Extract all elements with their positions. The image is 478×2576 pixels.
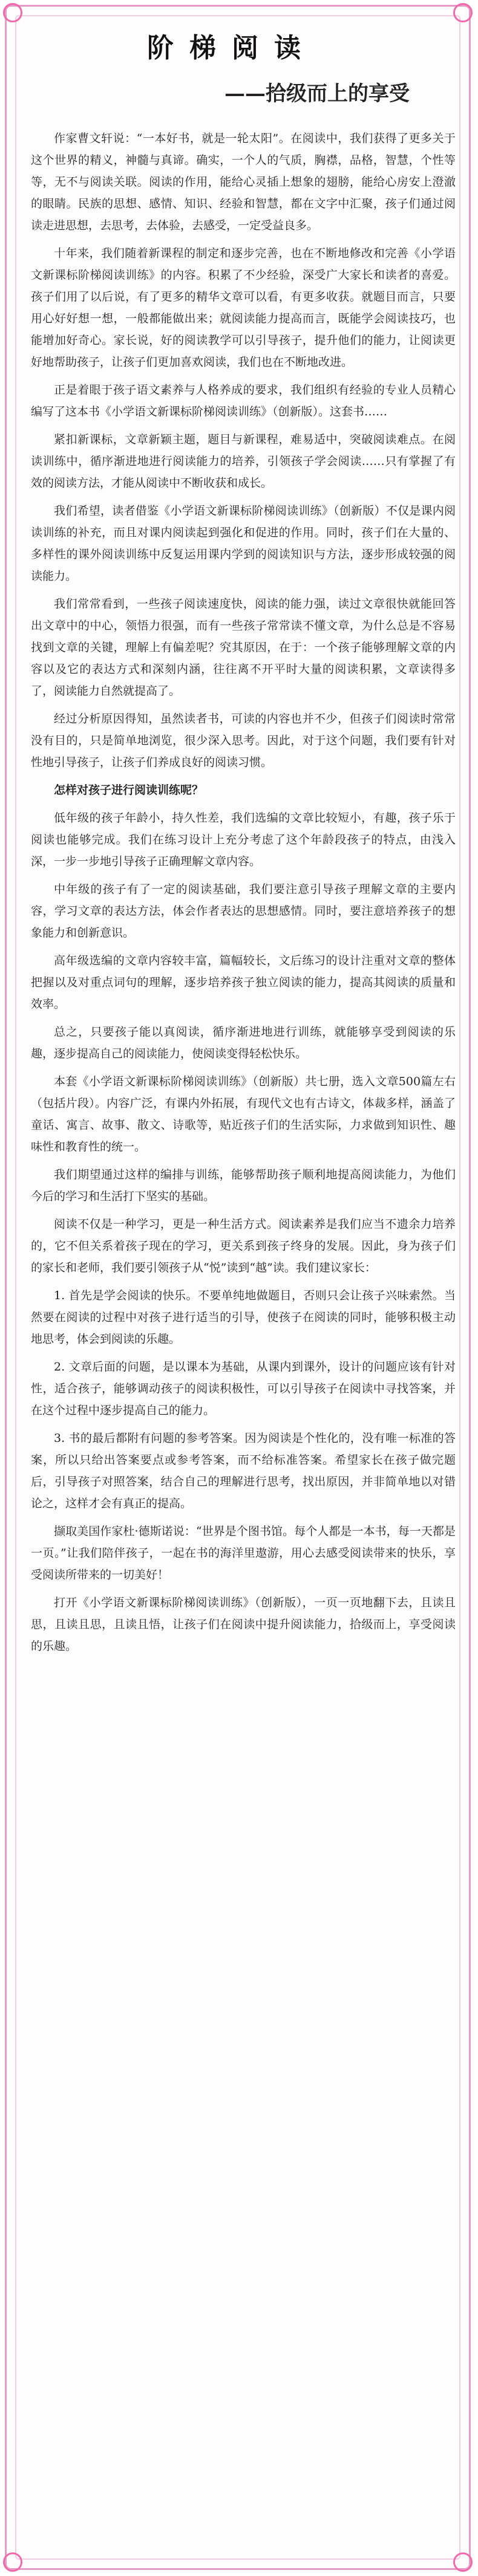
paragraph: 我们希望，读者借鉴《小学语文新课标阶梯阅读训练》（创新版）不仅是课内阅读训练的补充，而且对课内阅读起到强化和促进的作用。同时，孩子们在大量的、多样性的课外阅读训练中反复运用课内学到的阅读知识与方法，逐步形成较强的阅读能力。 [31, 504, 456, 583]
paragraph: 十年来，我们随着新课程的制定和逐步完善，也在不断地修改和完善《小学语文新课标阶梯阅读训练》的内容。积累了不少经验，深受广大家长和读者的喜爱。孩子们用了以后说，有了更多的精华文章可以看，有更多收获。就题目而言，只要用心好好想一想，一般都能做出来；就阅读能力提高而言，既能学会阅读技巧，也能增加好奇心。家长说，好的阅读教学可以引导孩子，提升他们的能力，让阅读更好地帮助孩子，让孩子们更加喜欢阅读，我们也在不断地改进。 [31, 247, 456, 369]
paragraph: 作家曹文轩说：“一本好书，就是一轮太阳”。在阅读中，我们获得了更多关于这个世界的精义，神髓与真谛。确实，一个人的气质，胸襟，品格，智慧，个性等等，无不与阅读关联。阅读的作用，能给心灵插上想象的翅膀，能给心房安上澄澈的眼睛。民族的思想、感情、知识、经验和智慧，都在文字中汇聚，孩子们通过阅读走进思想，去思考，去体验，去感受，一定受益良多。 [31, 132, 456, 232]
paragraph: 本套《小学语文新课标阶梯阅读训练》（创新版）共七册，选入文章500篇左右（包括片段）。内容广泛，有课内外拓展，有现代文也有古诗文，体裁多样，涵盖了童话、寓言、故事、散文、诗歌等，贴近孩子们的生活实际，力求做到知识性、趣味性和教育性的统一。 [31, 1075, 456, 1153]
tip-item: 2. 文章后面的问题，是以课本为基础，从课内到课外，设计的问题应该有针对性，适合孩子，能够调动孩子的阅读积极性，可以引导孩子在阅读中寻找答案，并在这个过程中逐步提高自己的能力。 [31, 1360, 456, 1417]
corner-ornament [3, 3, 22, 22]
corner-ornament [3, 2552, 22, 2572]
tip-item: 3. 书的最后都附有问题的参考答案。因为阅读是个性化的，没有唯一标准的答案，所以只给出答案要点或参考答案，而不给标准答案。希望家长在孩子做完题后，引导孩子对照答案，结合自己的理解进行思考，找出原因，并非简单地以对错论之，这样才会有真正的提高。 [31, 1432, 456, 1510]
paragraph: 阅读不仅是一种学习，更是一种生活方式。阅读素养是我们应当不遗余力培养的，它不但关系着孩子现在的学习，更关系到孩子终身的发展。因此，身为孩子们的家长和老师，我们要引领孩子从“悦”读到“越”读。我们建议家长： [31, 1218, 456, 1274]
paragraph: 紧扣新课标，文章新颖主题，题目与新课程，难易适中，突破阅读难点。在阅读训练中，循序渐进地进行阅读能力的培养，引领孩子学会阅读……只有掌握了有效的阅读方法，才能从阅读中不断收获和成长。 [31, 433, 456, 490]
paragraph: 低年级的孩子年龄小，持久性差，我们选编的文章比较短小，有趣，孩子乐于阅读也能够完成。我们在练习设计上充分考虑了这个年龄段孩子的特点，由浅入深，一步一步地引导孩子正确理解文章内容。 [31, 811, 456, 868]
tips-list [31, 1285, 456, 1514]
page-frame [5, 5, 471, 2570]
tip-item: 1. 首先是学会阅读的快乐。不要单纯地做题目，否则只会让孩子兴味索然。当然要在阅读的过程中对孩子进行适当的引导，使孩子在阅读的同时，能够积极主动地思考，体会到阅读的乐趣。 [31, 1289, 456, 1346]
spacer [31, 1663, 456, 1674]
paragraph: 撷取美国作家杜·德斯诺说：“世界是个图书馆。每个人都是一本书，每一天都是一页。”让我们陪伴孩子，一起在书的海洋里遨游，用心去感受阅读带来的快乐，享受阅读所带来的一切美好！ [31, 1525, 456, 1582]
page-subtitle: ——拾级而上的享受 [224, 82, 410, 106]
paragraph: 经过分析原因得知，虽然读者书，可读的内容也并不少，但孩子们阅读时常常没有目的，只是简单地浏览，很少深入思考。因此，对于这个问题，我们要有针对性地引导孩子，让孩子们养成良好的阅读习惯。 [31, 712, 456, 769]
paragraph: 打开《小学语文新课标阶梯阅读训练》（创新版），一页一页地翻下去，且读且思，且读且思，且读且悟，让孩子们在阅读中提升阅读能力，拾级而上，享受阅读的乐趣。 [31, 1596, 456, 1653]
paragraph: 正是着眼于孩子语文素养与人格养成的要求，我们组织有经验的专业人员精心编写了这本书《小学语文新课标阶梯阅读训练》（创新版）。这套书…… [31, 383, 456, 418]
header [7, 22, 469, 113]
paragraph: 中年级的孩子有了一定的阅读基础，我们要注意引导孩子理解文章的主要内容，学习文章的表达方法，体会作者表达的思想感情。同时，要注意培养孩子的想象能力和创新意识。 [31, 883, 456, 939]
corner-ornament [453, 2552, 473, 2572]
page-title: 阶梯阅读 [147, 33, 316, 63]
paragraph: 高年级选编的文章内容较丰富，篇幅较长，文后练习的设计注重对文章的整体把握以及对重点词句的理解，逐步培养孩子独立阅读的能力，提高其阅读的质量和效率。 [31, 954, 456, 1011]
article-body [31, 128, 456, 1674]
corner-ornament [453, 3, 473, 22]
paragraph: 我们常常看到，一些孩子阅读速度快，阅读的能力强，读过文章很快就能回答出文章中的中心，领悟力很强，而有一些孩子常常读不懂文章，为什么总是不容易找到文章的关键，理解上有偏差呢？究其原因，在于：一个孩子能够理解文章的内容以及它的表达方式和深刻内涵，往往离不开平时大量的阅读积累，文章读得多了，阅读能力自然就提高了。 [31, 597, 456, 698]
paragraph: 我们期望通过这样的编排与训练，能够帮助孩子顺利地提高阅读能力，为他们今后的学习和生活打下坚实的基础。 [31, 1168, 456, 1203]
section-question: 怎样对孩子进行阅读训练呢？ [54, 784, 204, 797]
paragraph: 总之，只要孩子能以真阅读，循序渐进地进行训练，就能够享受到阅读的乐趣，逐步提高自己的阅读能力，使阅读变得轻松快乐。 [31, 1025, 456, 1060]
